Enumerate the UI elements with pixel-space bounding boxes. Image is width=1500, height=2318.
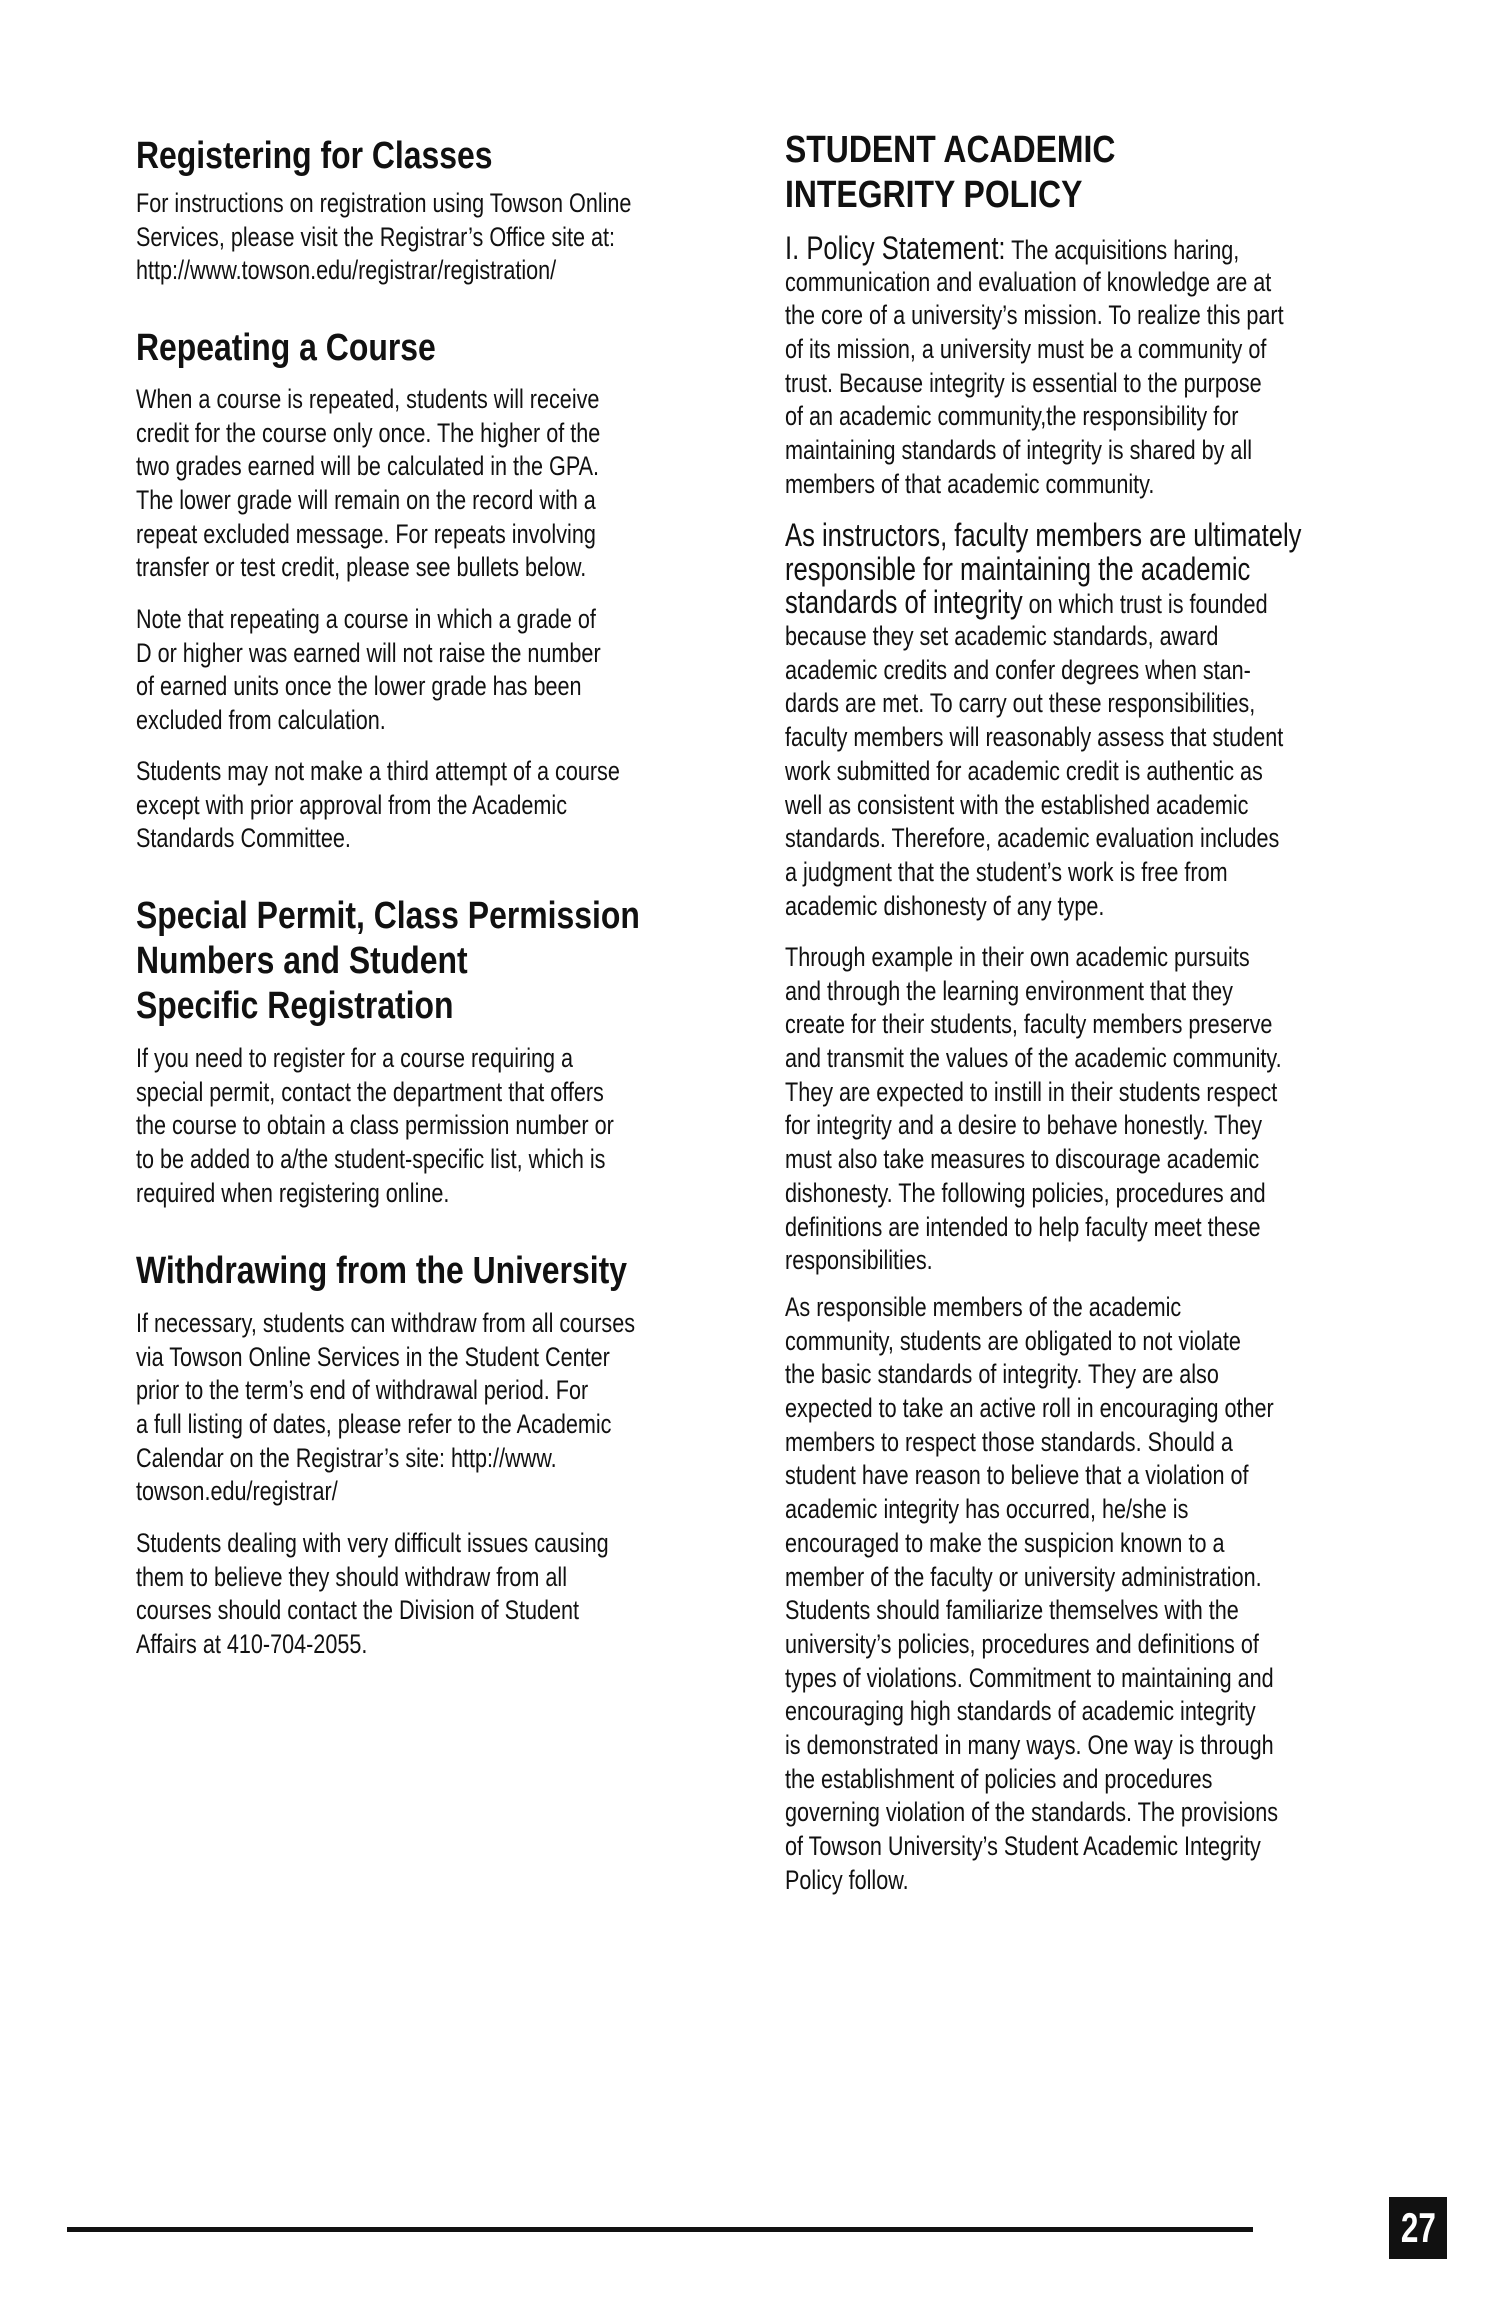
text-line: encouraging high standards of academic integrity — [785, 1696, 1256, 1727]
text-line: Policy follow. — [785, 1864, 909, 1895]
text-line: required when registering online. — [136, 1177, 450, 1208]
text-line — [785, 519, 1301, 553]
text-line: academic credits and confer degrees when stan- — [785, 654, 1251, 685]
text-line: As responsible members of the academic — [785, 1292, 1182, 1322]
text-line: the core of a university’s mission. To realize this part — [785, 300, 1284, 331]
text-line: academic integrity has occurred, he/she is — [785, 1494, 1189, 1525]
heading-line: Specific Registration — [136, 985, 454, 1027]
text-line: dishonesty. The following policies, procedures and — [785, 1177, 1266, 1208]
text-line: student have reason to believe that a violation of — [785, 1460, 1249, 1491]
lead-text: As instructors, faculty members are ultimately — [785, 517, 1302, 553]
text-line: special permit, contact the department that offers — [136, 1076, 604, 1107]
text-line: the basic standards of integrity. They are also — [785, 1359, 1219, 1390]
text-line: responsibilities. — [785, 1245, 933, 1276]
text-line — [785, 586, 1301, 620]
text-line: and transmit the values of the academic community. — [785, 1043, 1282, 1074]
text-line: Services, please visit the Registrar’s Office site at: — [136, 221, 615, 252]
paragraph — [785, 232, 1408, 502]
section-heading — [136, 326, 493, 371]
text-line: academic dishonesty of any type. — [785, 890, 1105, 921]
paragraph — [136, 187, 755, 288]
text-line: When a course is repeated, students will receive — [136, 384, 600, 414]
text-line — [785, 550, 1301, 587]
text-line: the course to obtain a class permission number or — [136, 1110, 614, 1141]
text-line: university’s policies, procedures and definitions of — [785, 1628, 1259, 1659]
paragraph — [136, 1042, 733, 1210]
text-line: a full listing of dates, please refer to the Academic — [136, 1409, 612, 1440]
text-line: them to believe they should withdraw from all — [136, 1561, 568, 1592]
text-line: for integrity and a desire to behave honestly. They — [785, 1110, 1263, 1141]
text-line: transfer or test credit, please see bullets below. — [136, 552, 587, 583]
text-line: If you need to register for a course requiring a — [136, 1043, 574, 1073]
text-line: expected to take an active roll in encouraging other — [785, 1393, 1274, 1424]
text-line: members to respect those standards. Should a — [785, 1426, 1233, 1457]
section-heading — [136, 134, 560, 179]
heading-line: Withdrawing from the University — [136, 1250, 627, 1292]
text-line: communication and evaluation of knowledge are at — [785, 266, 1272, 297]
text-line: and through the learning environment that they — [785, 975, 1233, 1006]
text-line: community, students are obligated to not violate — [785, 1325, 1241, 1356]
heading-line: Special Permit, Class Permission — [136, 895, 640, 937]
text-line: Students dealing with very difficult issues causing — [136, 1528, 609, 1558]
text-line: faculty members will reasonably assess that student — [785, 722, 1284, 753]
text-line: the establishment of policies and procedures — [785, 1763, 1213, 1794]
text-line: dards are met. To carry out these responsibilities, — [785, 688, 1256, 719]
text-line: They are expected to instill in their students respect — [785, 1076, 1278, 1107]
footer-rule — [67, 2227, 1253, 2232]
text-line: create for their students, faculty members preserve — [785, 1009, 1273, 1040]
text-line: maintaining standards of integrity is shared by all — [785, 435, 1253, 466]
text-line: Students may not make a third attempt of a course — [136, 756, 620, 786]
body-text: The acquisitions haring, — [1005, 235, 1240, 265]
text-line: because they set academic standards, award — [785, 621, 1219, 652]
paragraph — [136, 1307, 760, 1509]
paragraph — [785, 941, 1406, 1278]
text-line: Affairs at 410-704-2055. — [136, 1629, 368, 1660]
section-heading — [136, 894, 736, 1029]
text-line — [785, 232, 1284, 266]
text-line: Calendar on the Registrar’s site: http://www. — [136, 1442, 557, 1473]
text-line: credit for the course only once. The higher of the — [136, 417, 601, 448]
text-line: must also take measures to discourage academic — [785, 1144, 1260, 1175]
lead-text: I. Policy Statement: — [785, 230, 1006, 266]
heading-line: Registering for Classes — [136, 135, 493, 177]
text-line: Students should familiarize themselves with the — [785, 1595, 1239, 1626]
text-line: trust. Because integrity is essential to the purpose — [785, 367, 1262, 398]
text-line: work submitted for academic credit is authentic as — [785, 755, 1263, 786]
lead-text: standards of integrity — [785, 584, 1023, 621]
paragraph — [136, 1527, 727, 1662]
lead-text: responsible for maintaining the academic — [785, 550, 1251, 587]
text-line: to be added to a/the student-specific list, which is — [136, 1144, 606, 1175]
text-line: of earned units once the lower grade has been — [136, 671, 582, 702]
text-line: is demonstrated in many ways. One way is through — [785, 1729, 1274, 1760]
page-number-box — [1389, 2197, 1447, 2259]
text-line: standards. Therefore, academic evaluation includes — [785, 823, 1280, 854]
text-line: prior to the term’s end of withdrawal period. For — [136, 1375, 589, 1406]
text-line: The lower grade will remain on the record with a — [136, 485, 596, 516]
text-line: of its mission, a university must be a community of — [785, 334, 1267, 365]
heading-line: Repeating a Course — [136, 327, 436, 369]
text-line: members of that academic community. — [785, 468, 1155, 499]
text-line: definitions are intended to help faculty meet these — [785, 1211, 1261, 1242]
text-line: encouraged to make the suspicion known to a — [785, 1527, 1225, 1558]
paragraph — [136, 755, 741, 856]
text-line: Note that repeating a course in which a grade of — [136, 604, 596, 634]
paragraph — [785, 519, 1431, 923]
text-line: types of violations. Commitment to maintaining and — [785, 1662, 1274, 1693]
body-text: on which trust is founded — [1022, 589, 1268, 620]
text-line: courses should contact the Division of Student — [136, 1595, 580, 1626]
text-line: member of the faculty or university administration. — [785, 1561, 1262, 1592]
text-line: For instructions on registration using Towson Online — [136, 188, 632, 218]
text-line: Through example in their own academic pursuits — [785, 942, 1250, 972]
section-heading — [136, 1249, 721, 1294]
paragraph — [136, 383, 716, 585]
text-line: of Towson University’s Student Academic Integrity — [785, 1831, 1261, 1861]
text-line: via Towson Online Services in the Student Center — [136, 1341, 610, 1372]
heading-line: STUDENT ACADEMIC — [785, 129, 1116, 171]
text-line: two grades earned will be calculated in the GPA. — [136, 451, 600, 482]
text-line: governing violation of the standards. The provisions — [785, 1797, 1279, 1828]
page-number: 27 — [1400, 2204, 1436, 2251]
text-line: except with prior approval from the Academic — [136, 789, 567, 820]
paragraph — [136, 603, 717, 738]
text-line: If necessary, students can withdraw from all courses — [136, 1308, 636, 1338]
text-line: towson.edu/registrar/ — [136, 1476, 338, 1507]
heading-line: INTEGRITY POLICY — [785, 174, 1083, 216]
text-line: well as consistent with the established academic — [785, 789, 1249, 820]
text-line: Standards Committee. — [136, 823, 351, 854]
text-line: D or higher was earned will not raise the number — [136, 637, 601, 668]
text-line: a judgment that the student’s work is free from — [785, 856, 1228, 887]
paragraph — [785, 1291, 1401, 1897]
text-line: repeat excluded message. For repeats involving — [136, 518, 596, 549]
heading-line: Numbers and Student — [136, 940, 468, 982]
section-heading — [785, 128, 1178, 218]
text-line: http://www.towson.edu/registrar/registration/ — [136, 255, 557, 286]
text-line: excluded from calculation. — [136, 705, 386, 736]
text-line: of an academic community,the responsibility for — [785, 401, 1239, 432]
